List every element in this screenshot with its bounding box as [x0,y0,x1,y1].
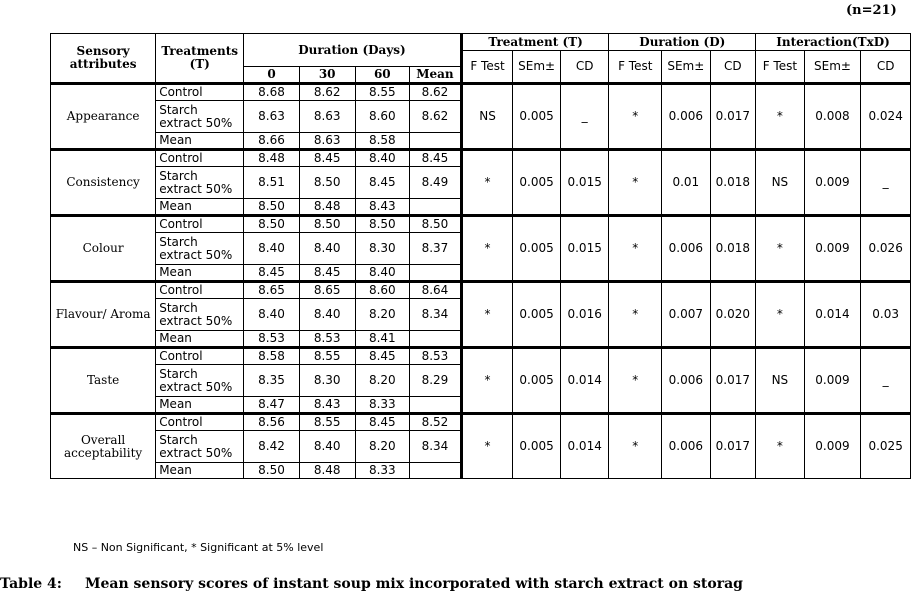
interaction-cd: 0.03 [861,282,911,348]
sensory-scores-table [50,33,911,479]
table-caption [0,576,743,592]
header-duration-cd: CD [710,51,756,84]
treatment-sem: 0.005 [513,348,561,414]
duration-cd: 0.018 [710,216,756,282]
score-day-0: 8.48 [244,150,300,167]
interaction-f-test: NS [756,348,805,414]
treatment-label: Starch extract 50% [156,365,244,397]
score-mean: 8.45 [410,150,462,167]
duration-f-test: * [609,348,662,414]
score-day-30: 8.50 [299,216,355,233]
score-day-60: 8.55 [355,84,410,101]
header-treatments: Treatments (T) [156,34,244,84]
mean-day-30: 8.53 [299,331,355,348]
interaction-sem: 0.014 [804,282,861,348]
header-duration-group: Duration (D) [609,34,756,51]
score-day-0: 8.65 [244,282,300,299]
treatment-label: Mean [156,331,244,348]
treatment-label: Mean [156,265,244,282]
header-interaction-cd: CD [861,51,911,84]
score-day-30: 8.55 [299,348,355,365]
duration-cd: 0.017 [710,414,756,479]
score-day-30: 8.55 [299,414,355,431]
score-day-30: 8.62 [299,84,355,101]
table-body [51,84,911,479]
treatment-f-test: * [461,348,513,414]
treatment-label: Starch extract 50% [156,167,244,199]
treatment-label: Mean [156,463,244,479]
score-mean: 8.64 [410,282,462,299]
score-day-60: 8.20 [355,365,410,397]
score-day-60: 8.45 [355,167,410,199]
table-number: Table 4: [0,576,62,592]
treatment-label: Starch extract 50% [156,233,244,265]
mean-day-60: 8.40 [355,265,410,282]
mean-day-60: 8.43 [355,199,410,216]
score-day-0: 8.50 [244,216,300,233]
score-mean: 8.29 [410,365,462,397]
treatment-label: Mean [156,133,244,150]
header-sensory-attributes: Sensory attributes [51,34,156,84]
duration-f-test: * [609,282,662,348]
header-day-30: 30 [299,67,355,84]
mean-day-30: 8.43 [299,397,355,414]
header-interaction-sem: SEm± [804,51,861,84]
score-mean: 8.37 [410,233,462,265]
score-day-0: 8.63 [244,101,300,133]
treatment-cd: 0.015 [560,150,609,216]
header-interaction-group: Interaction(TxD) [756,34,911,51]
treatment-label: Control [156,84,244,101]
treatment-sem: 0.005 [513,84,561,150]
interaction-f-test: * [756,84,805,150]
treatment-label: Control [156,348,244,365]
treatment-label: Starch extract 50% [156,299,244,331]
score-mean: 8.52 [410,414,462,431]
treatment-cd: 0.014 [560,348,609,414]
treatment-label: Control [156,282,244,299]
score-day-60: 8.45 [355,348,410,365]
interaction-sem: 0.009 [804,414,861,479]
duration-f-test: * [609,216,662,282]
score-mean: 8.50 [410,216,462,233]
mean-day-60: 8.33 [355,463,410,479]
interaction-cd: 0.026 [861,216,911,282]
score-day-60: 8.20 [355,431,410,463]
mean-day-60: 8.58 [355,133,410,150]
duration-sem: 0.006 [662,414,711,479]
table-row [51,84,911,101]
treatment-label: Control [156,150,244,167]
duration-cd: 0.018 [710,150,756,216]
duration-cd: 0.020 [710,282,756,348]
empty-cell [410,331,462,348]
header-day-mean: Mean [410,67,462,84]
treatment-f-test: * [461,282,513,348]
interaction-f-test: * [756,216,805,282]
score-day-0: 8.56 [244,414,300,431]
treatment-f-test: * [461,150,513,216]
empty-cell [410,199,462,216]
treatment-cd: _ [560,84,609,150]
score-day-60: 8.30 [355,233,410,265]
treatment-f-test: * [461,216,513,282]
duration-f-test: * [609,84,662,150]
interaction-f-test: NS [756,150,805,216]
mean-day-60: 8.33 [355,397,410,414]
header-day-60: 60 [355,67,410,84]
score-day-30: 8.63 [299,101,355,133]
treatment-f-test: * [461,414,513,479]
score-day-0: 8.40 [244,233,300,265]
mean-day-30: 8.63 [299,133,355,150]
duration-sem: 0.006 [662,348,711,414]
score-mean: 8.34 [410,431,462,463]
empty-cell [410,397,462,414]
duration-cd: 0.017 [710,348,756,414]
score-day-30: 8.40 [299,431,355,463]
score-day-60: 8.50 [355,216,410,233]
score-day-0: 8.42 [244,431,300,463]
treatment-label: Starch extract 50% [156,101,244,133]
interaction-sem: 0.008 [804,84,861,150]
header-treatment-cd: CD [560,51,609,84]
interaction-sem: 0.009 [804,216,861,282]
score-mean: 8.53 [410,348,462,365]
score-day-30: 8.30 [299,365,355,397]
interaction-sem: 0.009 [804,348,861,414]
treatment-sem: 0.005 [513,282,561,348]
mean-day-0: 8.50 [244,463,300,479]
treatment-sem: 0.005 [513,150,561,216]
score-day-0: 8.40 [244,299,300,331]
score-mean: 8.49 [410,167,462,199]
treatment-label: Control [156,216,244,233]
treatment-sem: 0.005 [513,414,561,479]
duration-sem: 0.006 [662,216,711,282]
header-day-0: 0 [244,67,300,84]
table-row [51,216,911,233]
score-day-60: 8.20 [355,299,410,331]
score-mean: 8.62 [410,84,462,101]
mean-day-0: 8.66 [244,133,300,150]
duration-sem: 0.01 [662,150,711,216]
header-treatment-group: Treatment (T) [461,34,609,51]
score-day-0: 8.68 [244,84,300,101]
header-treatment-f-test: F Test [461,51,513,84]
interaction-cd: 0.024 [861,84,911,150]
interaction-cd: _ [861,150,911,216]
treatment-label: Mean [156,199,244,216]
duration-cd: 0.017 [710,84,756,150]
interaction-f-test: * [756,414,805,479]
score-day-30: 8.45 [299,150,355,167]
treatment-cd: 0.016 [560,282,609,348]
empty-cell [410,265,462,282]
duration-sem: 0.007 [662,282,711,348]
interaction-cd: _ [861,348,911,414]
treatment-label: Mean [156,397,244,414]
treatment-sem: 0.005 [513,216,561,282]
duration-sem: 0.006 [662,84,711,150]
score-day-30: 8.40 [299,299,355,331]
score-day-60: 8.40 [355,150,410,167]
mean-day-0: 8.45 [244,265,300,282]
interaction-sem: 0.009 [804,150,861,216]
header-duration-sem: SEm± [662,51,711,84]
table-title: Mean sensory scores of instant soup mix incorporated with starch extract on storag [85,576,743,592]
sensory-attribute: Appearance [51,84,156,150]
treatment-f-test: NS [461,84,513,150]
treatment-cd: 0.015 [560,216,609,282]
header-duration-f-test: F Test [609,51,662,84]
mean-day-30: 8.45 [299,265,355,282]
mean-day-0: 8.47 [244,397,300,414]
treatment-label: Control [156,414,244,431]
table-row [51,150,911,167]
mean-day-30: 8.48 [299,463,355,479]
table-row [51,414,911,431]
score-mean: 8.34 [410,299,462,331]
score-day-30: 8.50 [299,167,355,199]
score-day-60: 8.45 [355,414,410,431]
score-day-0: 8.35 [244,365,300,397]
table-footnote: NS – Non Significant, * Significant at 5% level [73,541,324,554]
mean-day-30: 8.48 [299,199,355,216]
score-day-60: 8.60 [355,282,410,299]
score-day-30: 8.65 [299,282,355,299]
sensory-attribute: Flavour/ Aroma [51,282,156,348]
treatment-label: Starch extract 50% [156,431,244,463]
mean-day-0: 8.50 [244,199,300,216]
header-treatment-sem: SEm± [513,51,561,84]
empty-cell [410,133,462,150]
score-day-0: 8.58 [244,348,300,365]
score-day-30: 8.40 [299,233,355,265]
score-day-0: 8.51 [244,167,300,199]
table-row [51,348,911,365]
header-duration-days: Duration (Days) [244,34,462,67]
mean-day-60: 8.41 [355,331,410,348]
score-day-60: 8.60 [355,101,410,133]
sensory-attribute: Overall acceptability [51,414,156,479]
sample-size-label: (n=21) [846,3,897,18]
score-mean: 8.62 [410,101,462,133]
header-interaction-f-test: F Test [756,51,805,84]
interaction-f-test: * [756,282,805,348]
empty-cell [410,463,462,479]
duration-f-test: * [609,150,662,216]
treatment-cd: 0.014 [560,414,609,479]
table-row [51,282,911,299]
interaction-cd: 0.025 [861,414,911,479]
sensory-attribute: Consistency [51,150,156,216]
sensory-attribute: Taste [51,348,156,414]
mean-day-0: 8.53 [244,331,300,348]
sensory-attribute: Colour [51,216,156,282]
duration-f-test: * [609,414,662,479]
